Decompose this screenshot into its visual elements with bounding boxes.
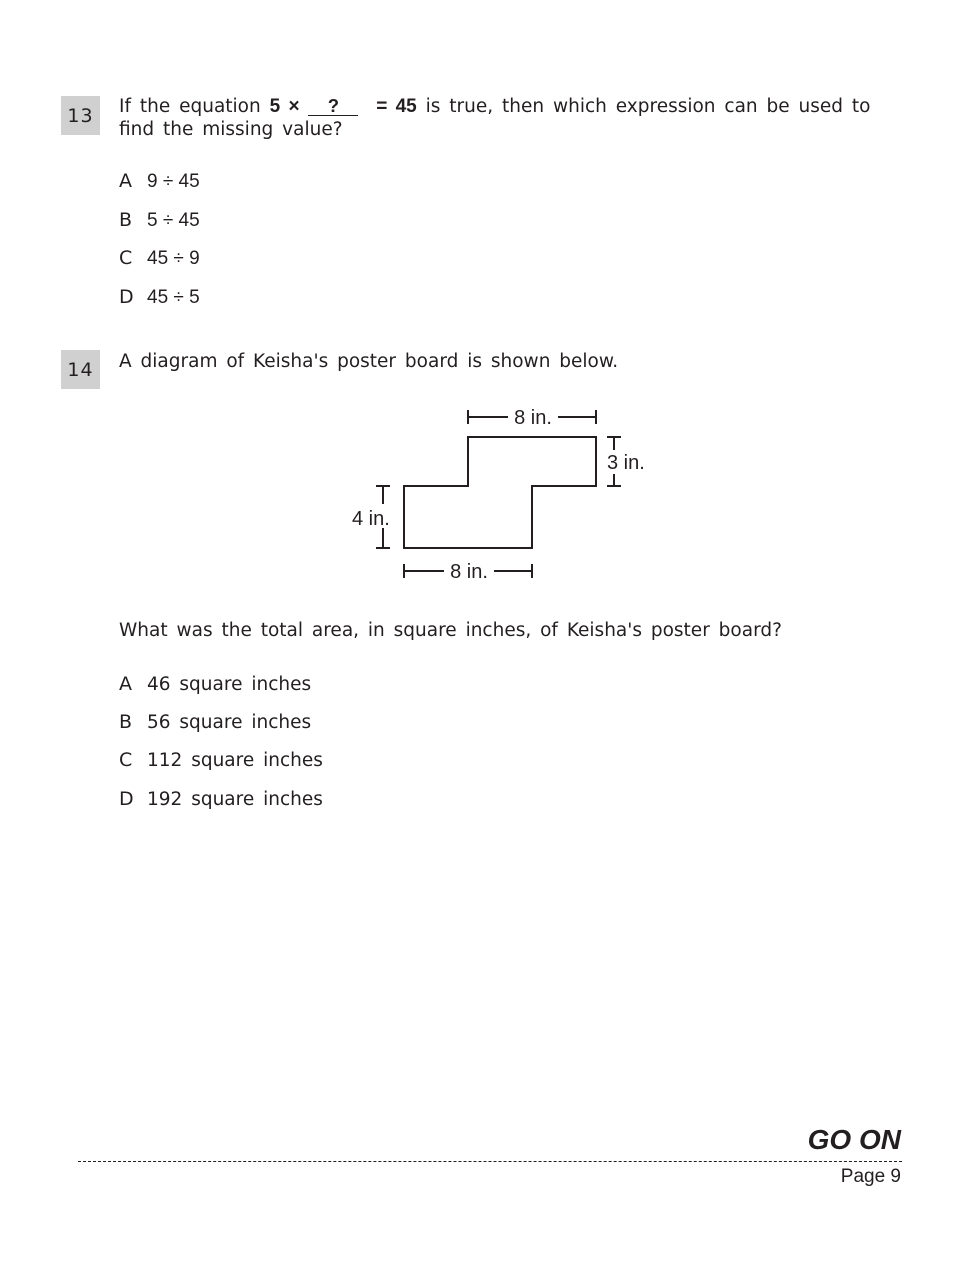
left-height-label: 4 in. (352, 508, 390, 530)
page-number: Page 9 (840, 1166, 901, 1187)
choice-letter: A (119, 170, 132, 192)
equation-left: 5 × (269, 96, 300, 117)
choice-letter: B (119, 711, 133, 733)
choice-letter: C (119, 749, 133, 771)
stem-text-post: is true, then which expression can be used to (416, 96, 871, 117)
question-number-14: 14 (61, 350, 100, 389)
question-13-stem (119, 95, 870, 141)
choice-text: 192 square inches (147, 789, 323, 810)
equation-right: = 45 (376, 96, 417, 117)
choice-letter: C (119, 247, 133, 269)
choice-text: 5 ÷ 45 (147, 210, 200, 231)
choice-letter: B (119, 209, 133, 231)
q14-choice-c[interactable] (119, 749, 323, 771)
bottom-width-label: 8 in. (450, 561, 488, 583)
question-14-prompt: What was the total area, in square inches, of Keisha's poster board? (119, 620, 782, 641)
right-height-label: 3 in. (607, 452, 645, 474)
equation-blank: ? (308, 97, 358, 116)
choice-text: 45 ÷ 5 (147, 287, 200, 308)
q14-choice-b[interactable] (119, 711, 311, 733)
q13-choice-d[interactable] (119, 286, 200, 309)
q14-choice-d[interactable] (119, 788, 323, 810)
choice-letter: D (119, 286, 134, 308)
q13-choice-b[interactable] (119, 209, 200, 232)
poster-board-shape (404, 437, 596, 548)
top-width-label: 8 in. (514, 407, 552, 429)
stem-text-line2: find the missing value? (119, 119, 343, 140)
question-number-13: 13 (61, 96, 100, 135)
q14-choice-a[interactable] (119, 673, 311, 695)
go-on-label: GO ON (807, 1124, 901, 1155)
q13-choice-c[interactable] (119, 247, 200, 270)
stem-text: If the equation (119, 96, 270, 117)
choice-text: 9 ÷ 45 (147, 171, 200, 192)
choice-text: 45 ÷ 9 (147, 248, 200, 269)
poster-board-diagram (340, 400, 670, 590)
question-14-stem: A diagram of Keisha's poster board is shown below. (119, 351, 619, 372)
choice-text: 56 square inches (147, 712, 312, 733)
choice-text: 112 square inches (147, 750, 323, 771)
choice-letter: A (119, 673, 132, 695)
choice-text: 46 square inches (147, 674, 312, 695)
footer-divider (78, 1161, 902, 1162)
choice-letter: D (119, 788, 134, 810)
q13-choice-a[interactable] (119, 170, 200, 193)
